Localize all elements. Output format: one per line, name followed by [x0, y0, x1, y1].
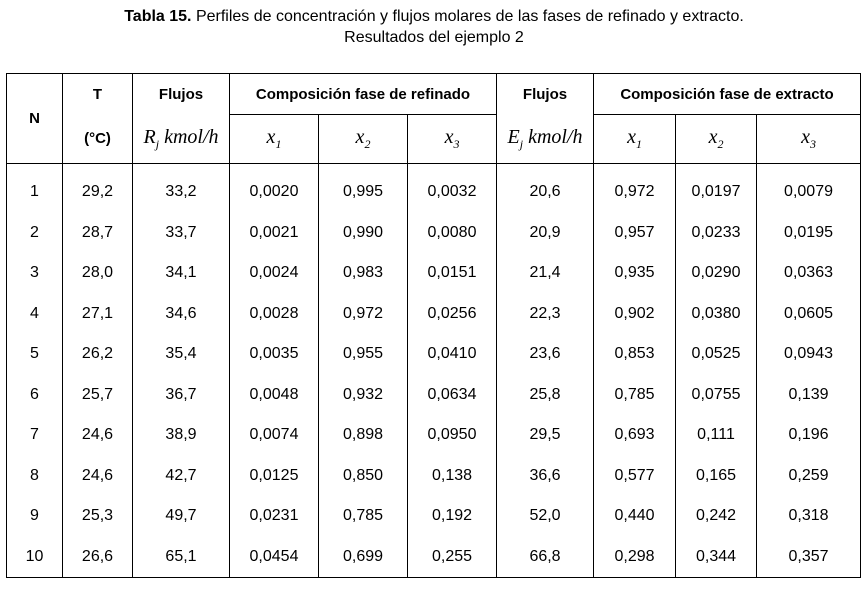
- cell-flujo-r: 35,4: [133, 334, 230, 375]
- cell-ref-x2: 0,898: [319, 415, 408, 456]
- cell-ext-x2: 0,0233: [676, 213, 757, 254]
- cell-ext-x3: 0,259: [757, 456, 861, 497]
- cell-flujo-e: 66,8: [497, 537, 594, 578]
- r-unit: kmol/h: [159, 125, 219, 148]
- header-composicion-extracto: Composición fase de extracto: [594, 74, 861, 115]
- cell-t: 25,3: [63, 496, 133, 537]
- cell-flujo-r: 49,7: [133, 496, 230, 537]
- cell-ref-x3: 0,192: [408, 496, 497, 537]
- table-row: [7, 496, 861, 537]
- cell-ref-x1: 0,0035: [230, 334, 319, 375]
- cell-ext-x2: 0,344: [676, 537, 757, 578]
- header-composicion-refinado: Composición fase de refinado: [230, 74, 497, 115]
- cell-flujo-r: 33,2: [133, 164, 230, 213]
- cell-ref-x3: 0,138: [408, 456, 497, 497]
- cell-ref-x3: 0,255: [408, 537, 497, 578]
- cell-flujo-e: 21,4: [497, 253, 594, 294]
- cell-flujo-r: 33,7: [133, 213, 230, 254]
- cell-ext-x2: 0,0380: [676, 294, 757, 335]
- cell-ref-x3: 0,0410: [408, 334, 497, 375]
- cell-ext-x1: 0,577: [594, 456, 676, 497]
- cell-ext-x1: 0,902: [594, 294, 676, 335]
- x-sub: 3: [453, 137, 460, 151]
- table-row: [7, 537, 861, 578]
- cell-flujo-r: 34,1: [133, 253, 230, 294]
- cell-ext-x3: 0,139: [757, 375, 861, 416]
- cell-flujo-r: 42,7: [133, 456, 230, 497]
- table-row: [7, 253, 861, 294]
- cell-ref-x1: 0,0048: [230, 375, 319, 416]
- cell-ext-x3: 0,357: [757, 537, 861, 578]
- caption-text: Perfiles de concentración y flujos molares de las fases de refinado y extracto.: [191, 8, 744, 25]
- cell-ref-x2: 0,785: [319, 496, 408, 537]
- header-row-1: [7, 74, 861, 115]
- header-flujos-e-unit: [497, 115, 594, 164]
- cell-ext-x3: 0,318: [757, 496, 861, 537]
- cell-t: 24,6: [63, 415, 133, 456]
- table-row: [7, 415, 861, 456]
- cell-ext-x1: 0,298: [594, 537, 676, 578]
- cell-ref-x1: 0,0020: [230, 164, 319, 213]
- cell-flujo-r: 34,6: [133, 294, 230, 335]
- data-table: [6, 73, 861, 578]
- header-n: N: [7, 74, 63, 164]
- cell-flujo-e: 20,9: [497, 213, 594, 254]
- cell-ref-x3: 0,0151: [408, 253, 497, 294]
- cell-ref-x2: 0,932: [319, 375, 408, 416]
- cell-flujo-r: 38,9: [133, 415, 230, 456]
- cell-ext-x2: 0,0197: [676, 164, 757, 213]
- cell-flujo-e: 22,3: [497, 294, 594, 335]
- cell-ref-x2: 0,699: [319, 537, 408, 578]
- cell-ref-x3: 0,0080: [408, 213, 497, 254]
- cell-ref-x2: 0,983: [319, 253, 408, 294]
- table-body: [7, 164, 861, 578]
- e-unit: kmol/h: [523, 125, 583, 148]
- cell-ref-x1: 0,0454: [230, 537, 319, 578]
- cell-t: 29,2: [63, 164, 133, 213]
- cell-t: 28,0: [63, 253, 133, 294]
- cell-ext-x3: 0,0943: [757, 334, 861, 375]
- cell-n: 8: [7, 456, 63, 497]
- table-row: [7, 164, 861, 213]
- x-var: x: [444, 126, 454, 148]
- table-row: [7, 375, 861, 416]
- cell-ext-x1: 0,785: [594, 375, 676, 416]
- cell-n: 4: [7, 294, 63, 335]
- cell-ref-x2: 0,955: [319, 334, 408, 375]
- header-refinado-x3: [408, 115, 497, 164]
- cell-ext-x1: 0,440: [594, 496, 676, 537]
- cell-ext-x2: 0,165: [676, 456, 757, 497]
- cell-t: 28,7: [63, 213, 133, 254]
- cell-n: 7: [7, 415, 63, 456]
- cell-ref-x2: 0,972: [319, 294, 408, 335]
- cell-ref-x3: 0,0950: [408, 415, 497, 456]
- header-extracto-x2: [676, 115, 757, 164]
- cell-ext-x2: 0,0525: [676, 334, 757, 375]
- cell-ext-x3: 0,0605: [757, 294, 861, 335]
- cell-n: 10: [7, 537, 63, 578]
- caption-line-1: [0, 6, 868, 27]
- r-sub: j: [155, 136, 160, 151]
- e-var: E: [507, 125, 520, 148]
- cell-flujo-e: 52,0: [497, 496, 594, 537]
- cell-n: 9: [7, 496, 63, 537]
- cell-ext-x3: 0,196: [757, 415, 861, 456]
- cell-ref-x1: 0,0074: [230, 415, 319, 456]
- header-t: T: [63, 74, 133, 115]
- e-sub: j: [519, 136, 524, 151]
- cell-flujo-r: 36,7: [133, 375, 230, 416]
- cell-ext-x3: 0,0079: [757, 164, 861, 213]
- x-var: x: [627, 126, 636, 148]
- cell-ext-x2: 0,111: [676, 415, 757, 456]
- cell-t: 27,1: [63, 294, 133, 335]
- x-var: x: [708, 126, 718, 148]
- cell-flujo-e: 23,6: [497, 334, 594, 375]
- cell-t: 26,2: [63, 334, 133, 375]
- cell-ref-x2: 0,850: [319, 456, 408, 497]
- x-var: x: [355, 126, 365, 148]
- header-row-2: [7, 115, 861, 164]
- cell-ext-x1: 0,853: [594, 334, 676, 375]
- x-sub: 2: [717, 137, 724, 151]
- header-extracto-x1: [594, 115, 676, 164]
- cell-ext-x3: 0,0195: [757, 213, 861, 254]
- cell-ref-x1: 0,0024: [230, 253, 319, 294]
- cell-ext-x1: 0,957: [594, 213, 676, 254]
- cell-n: 6: [7, 375, 63, 416]
- cell-ref-x1: 0,0231: [230, 496, 319, 537]
- x-sub: 1: [635, 137, 642, 151]
- cell-t: 25,7: [63, 375, 133, 416]
- cell-ext-x1: 0,972: [594, 164, 676, 213]
- cell-ext-x1: 0,935: [594, 253, 676, 294]
- caption-line-2: Resultados del ejemplo 2: [344, 29, 524, 46]
- cell-ref-x1: 0,0021: [230, 213, 319, 254]
- caption-label: Tabla 15.: [124, 8, 192, 25]
- cell-ref-x2: 0,995: [319, 164, 408, 213]
- header-t-unit: (°C): [63, 115, 133, 164]
- cell-ref-x3: 0,0256: [408, 294, 497, 335]
- cell-ref-x3: 0,0634: [408, 375, 497, 416]
- cell-ref-x3: 0,0032: [408, 164, 497, 213]
- cell-flujo-e: 25,8: [497, 375, 594, 416]
- table-row: [7, 294, 861, 335]
- header-refinado-x1: [230, 115, 319, 164]
- x-var: x: [266, 126, 276, 148]
- cell-t: 26,6: [63, 537, 133, 578]
- table-row: [7, 213, 861, 254]
- cell-n: 2: [7, 213, 63, 254]
- cell-t: 24,6: [63, 456, 133, 497]
- header-flujos-r: Flujos: [133, 74, 230, 115]
- header-extracto-x3: [757, 115, 861, 164]
- cell-flujo-r: 65,1: [133, 537, 230, 578]
- cell-n: 1: [7, 164, 63, 213]
- cell-flujo-e: 36,6: [497, 456, 594, 497]
- table-caption: [0, 6, 868, 48]
- cell-flujo-e: 29,5: [497, 415, 594, 456]
- cell-ext-x2: 0,0290: [676, 253, 757, 294]
- cell-ext-x3: 0,0363: [757, 253, 861, 294]
- cell-ext-x2: 0,242: [676, 496, 757, 537]
- table-row: [7, 334, 861, 375]
- x-sub: 3: [809, 137, 816, 151]
- x-sub: 1: [275, 137, 282, 151]
- header-refinado-x2: [319, 115, 408, 164]
- header-flujos-r-unit: [133, 115, 230, 164]
- cell-flujo-e: 20,6: [497, 164, 594, 213]
- r-var: R: [143, 125, 156, 148]
- cell-n: 3: [7, 253, 63, 294]
- cell-ref-x1: 0,0028: [230, 294, 319, 335]
- cell-ext-x2: 0,0755: [676, 375, 757, 416]
- table-row: [7, 456, 861, 497]
- header-flujos-e: Flujos: [497, 74, 594, 115]
- x-var: x: [801, 126, 810, 148]
- cell-n: 5: [7, 334, 63, 375]
- x-sub: 2: [364, 137, 371, 151]
- cell-ref-x1: 0,0125: [230, 456, 319, 497]
- cell-ref-x2: 0,990: [319, 213, 408, 254]
- cell-ext-x1: 0,693: [594, 415, 676, 456]
